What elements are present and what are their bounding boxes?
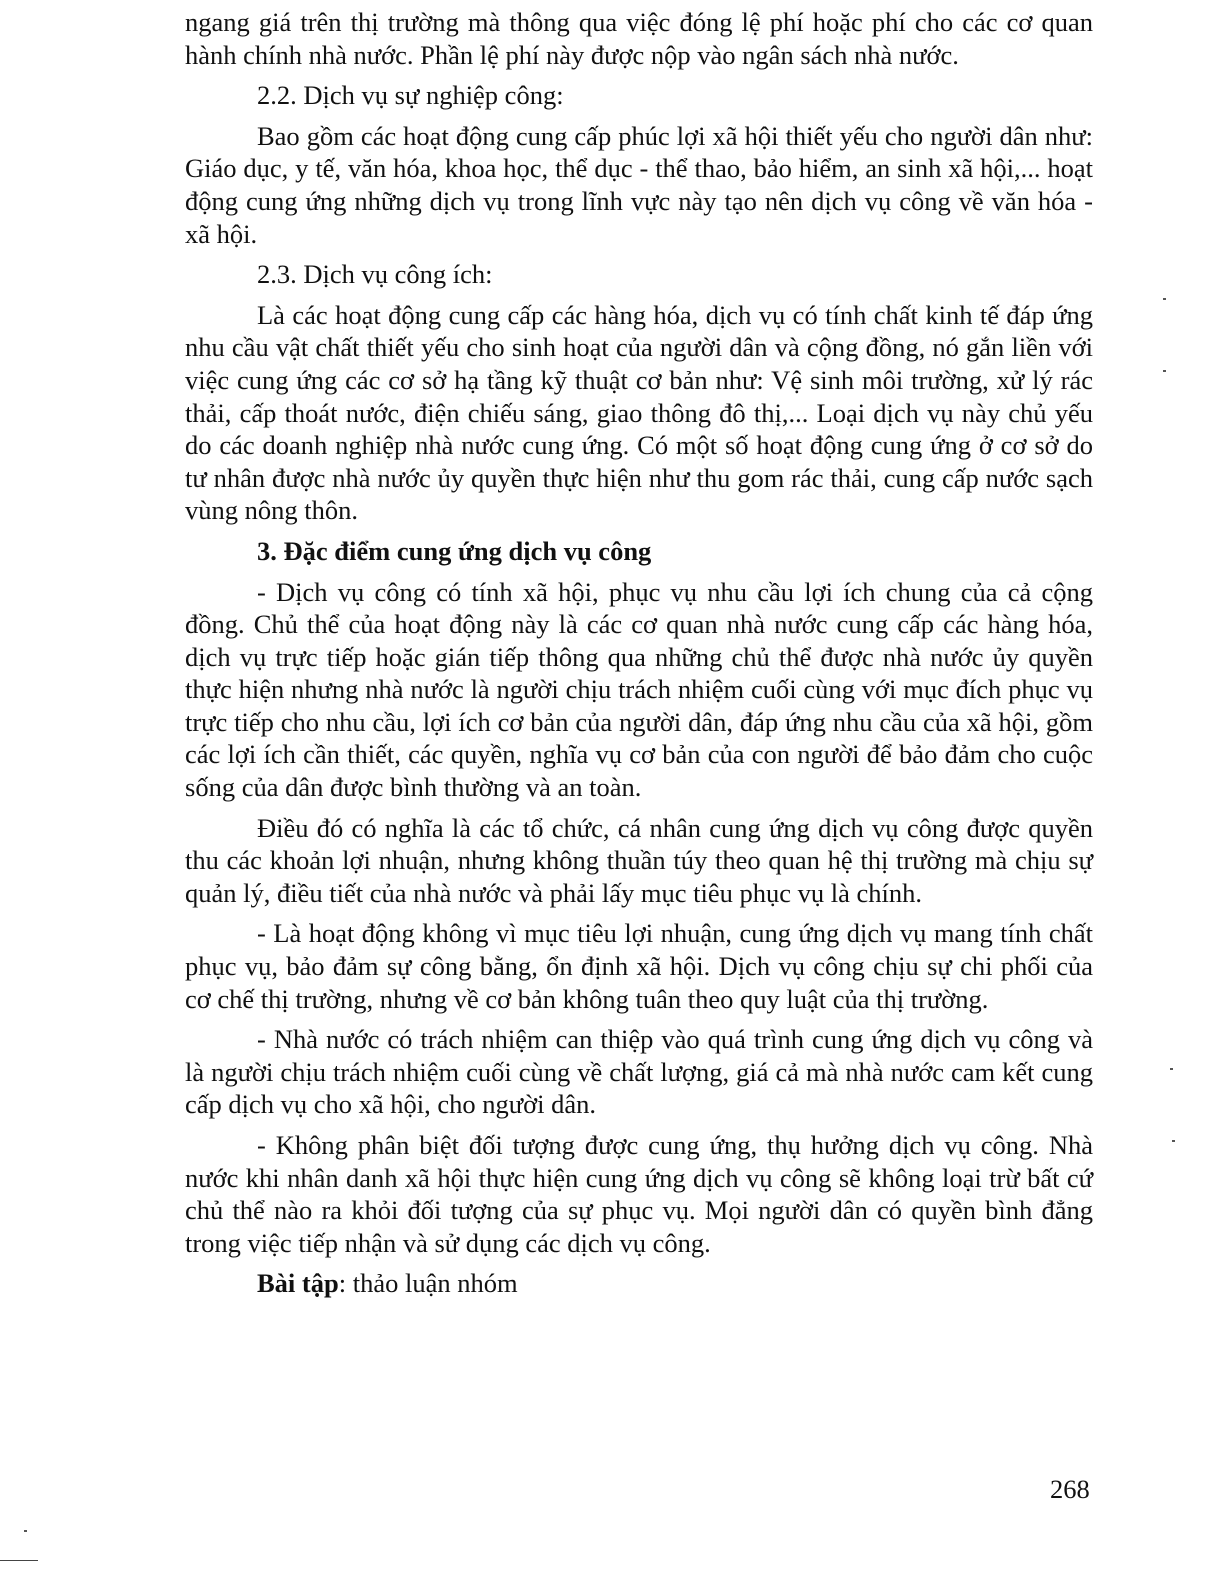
paragraph-public-utility: Là các hoạt động cung cấp các hàng hóa, dịch vụ có tính chất kinh tế đáp ứng nhu cầu vật chất thiết yếu cho sinh hoạt của người dân và cộng đồng, nó gắn liền với việc cung ứng các cơ sở hạ tầng kỹ thuật cơ bản như: Vệ sinh môi trường, xử lý rác thải, cấp thoát nước, điện chiếu sáng, giao thông đô thị,... Loại dịch vụ này chủ yếu do các doanh nghiệp nhà nước cung ứng. Có một số hoạt động cung ứng ở cơ sở do tư nhân được nhà nước ủy quyền thực hiện như thu gom rác thải, cung cấp nước sạch vùng nông thôn.	[185, 299, 1093, 526]
paragraph-feature-3: - Nhà nước có trách nhiệm can thiệp vào quá trình cung ứng dịch vụ công và là người chịu trách nhiệm cuối cùng về chất lượng, giá cả mà nhà nước cam kết cung cấp dịch vụ cho xã hội, cho người dân.	[185, 1024, 1093, 1120]
subheading-2-3: 2.3. Dịch vụ công ích:	[257, 259, 493, 290]
paragraph-feature-4: - Không phân biệt đối tượng được cung ứng, thụ hưởng dịch vụ công. Nhà nước khi nhân danh xã hội thực hiện cung ứng dịch vụ công sẽ không loại trừ bất cứ chủ thể nào ra khỏi đối tượng của sự phục vụ. Mọi người dân có quyền bình đẳng trong việc tiếp nhận và sử dụng các dịch vụ công.	[185, 1130, 1093, 1258]
scan-speck	[1170, 1068, 1173, 1070]
scan-speck	[24, 1530, 27, 1532]
document-page	[185, 6, 1093, 1300]
section-heading-3: 3. Đặc điểm cung ứng dịch vụ công	[257, 535, 652, 566]
scan-speck	[1163, 370, 1166, 372]
scan-speck	[1172, 1140, 1175, 1142]
subheading-2-2: 2.2. Dịch vụ sự nghiệp công:	[257, 80, 564, 111]
paragraph-continuation: ngang giá trên thị trường mà thông qua việc đóng lệ phí hoặc phí cho các cơ quan hành chính nhà nước. Phần lệ phí này được nộp vào ngân sách nhà nước.	[185, 7, 1093, 70]
paragraph-feature-1: - Dịch vụ công có tính xã hội, phục vụ nhu cầu lợi ích chung của cả cộng đồng. Chủ thể của hoạt động này là các cơ quan nhà nước cung cấp các hàng hóa, dịch vụ trực tiếp hoặc gián tiếp thông qua những chủ thể được nhà nước ủy quyền thực hiện nhưng nhà nước là người chịu trách nhiệm cuối cùng với mục đích phục vụ trực tiếp cho nhu cầu, lợi ích cơ bản của người dân, đáp ứng nhu cầu của xã hội, gồm các lợi ích cần thiết, các quyền, nghĩa vụ cơ bản của con người để bảo đảm cho cuộc sống của dân được bình thường và an toàn.	[185, 576, 1093, 803]
exercise-text: : thảo luận nhóm	[338, 1268, 518, 1299]
paragraph-public-service: Bao gồm các hoạt động cung cấp phúc lợi xã hội thiết yếu cho người dân như: Giáo dục, y tế, văn hóa, khoa học, thể dục - thể thao, bảo hiểm, an sinh xã hội,... hoạt động cung ứng những dịch vụ trong lĩnh vực này tạo nên dịch vụ công về văn hóa - xã hội.	[185, 120, 1093, 249]
page-number: 268	[1050, 1474, 1090, 1504]
paragraph-feature-1-note: Điều đó có nghĩa là các tổ chức, cá nhân cung ứng dịch vụ công được quyền thu các khoản lợi nhuận, nhưng không thuần túy theo quan hệ thị trường mà chịu sự quản lý, điều tiết của nhà nước và phải lấy mục tiêu phục vụ là chính.	[185, 812, 1093, 908]
exercise-label: Bài tập	[257, 1268, 339, 1299]
scan-speck	[1163, 298, 1166, 300]
exercise-line	[185, 1267, 1093, 1300]
scan-edge-mark	[0, 1560, 38, 1561]
paragraph-feature-2: - Là hoạt động không vì mục tiêu lợi nhuận, cung ứng dịch vụ mang tính chất phục vụ, bảo đảm sự công bằng, ổn định xã hội. Dịch vụ công chịu sự chi phối của cơ chế thị trường, nhưng về cơ bản không tuân theo quy luật của thị trường.	[185, 918, 1093, 1014]
